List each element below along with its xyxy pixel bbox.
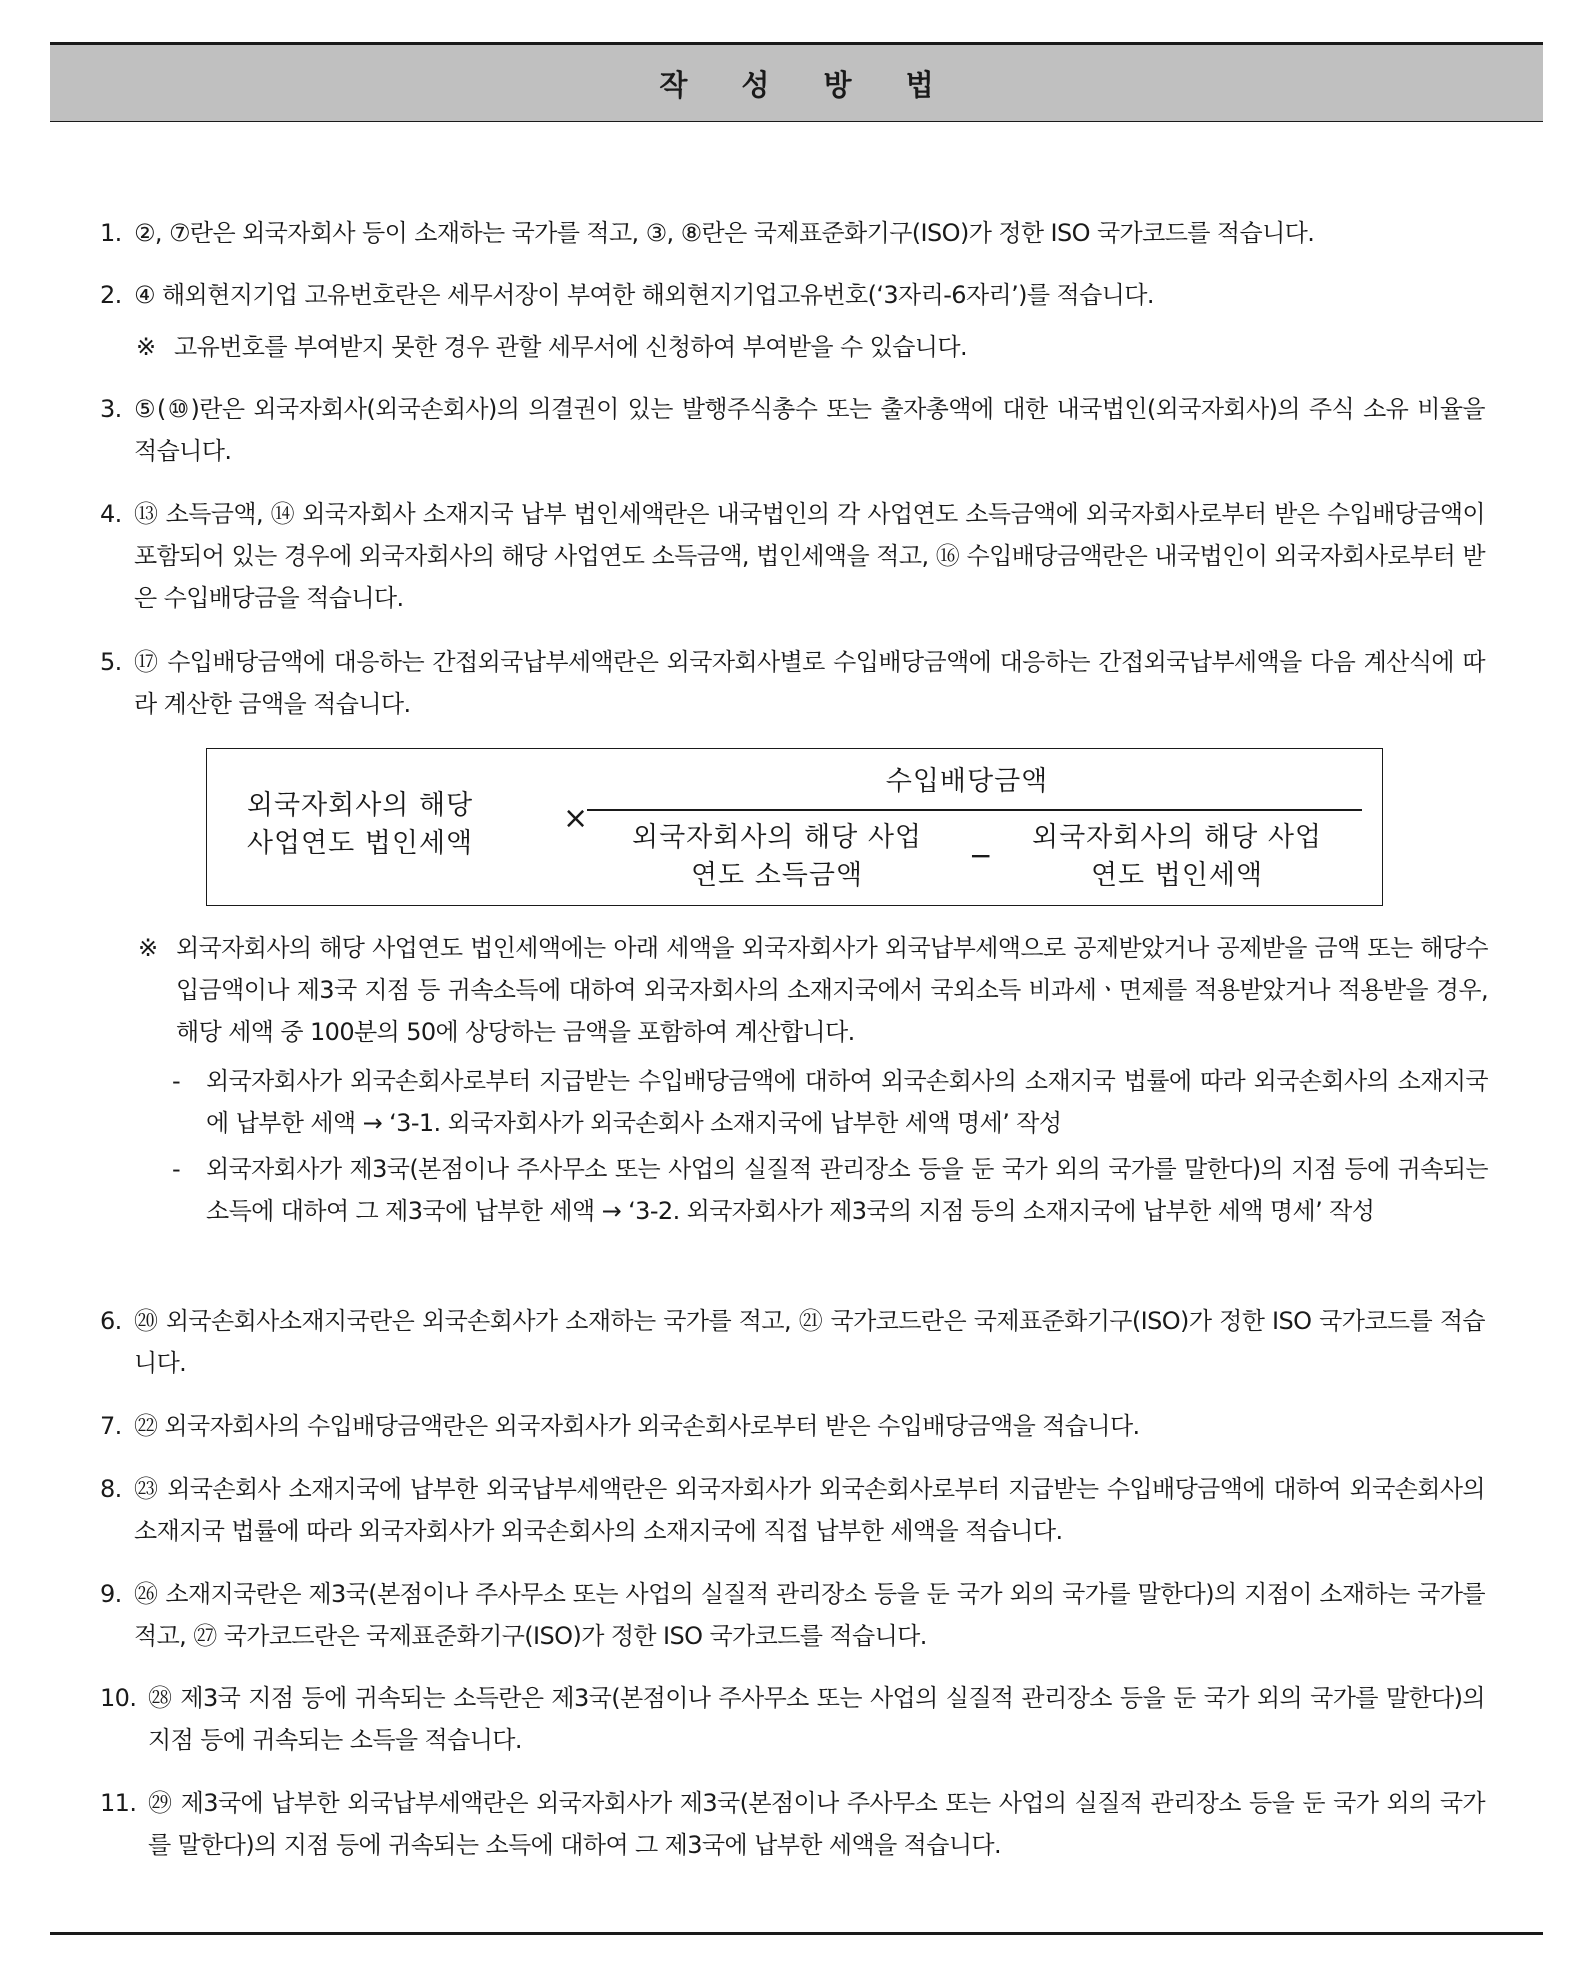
page-title: 작 성 방 법	[659, 67, 956, 102]
item-number: 7.	[100, 1412, 122, 1440]
item-text: ㉒ 외국자회사의 수입배당금액란은 외국자회사가 외국손회사로부터 받은 수입배당금액을 적습니다.	[134, 1412, 1140, 1440]
formula-minus-sign: −	[969, 839, 994, 872]
item-number: 6.	[100, 1307, 122, 1335]
dash-mark: -	[172, 1067, 181, 1095]
item-text: ㉘ 제3국 지점 등에 귀속되는 소득란은 제3국(본점이나 주사무소 또는 사업의 실질적 관리장소 등을 둔 국가 외의 국가를 말한다)의 지점 등에 귀속되는 소득을 적습니다.	[148, 1684, 1485, 1754]
formula-denominator-right: 외국자회사의 해당 사업연도 법인세액	[1032, 822, 1322, 891]
note-text: 외국자회사의 해당 사업연도 법인세액에는 아래 세액을 외국자회사가 외국납부세액으로 공제받았거나 공제받을 금액 또는 해당수입금액이나 제3국 지점 등 귀속소득에 대하여 외국자회사의 소재지국에서 국외소득 비과세ㆍ면제를 적용받았거나 적용받을 경우, 해당 세액 중 100분의 50에 상당하는 금액을 포함하여 계산합니다.	[176, 934, 1488, 1046]
item-number: 4.	[100, 500, 122, 528]
instruction-item-6	[100, 1300, 1485, 1384]
item-text: ⑳ 외국손회사소재지국란은 외국손회사가 소재하는 국가를 적고, ㉑ 국가코드란은 국제표준화기구(ISO)가 정한 ISO 국가코드를 적습니다.	[134, 1307, 1485, 1377]
item-number: 11.	[100, 1789, 137, 1817]
dash-text: 외국자회사가 제3국(본점이나 주사무소 또는 사업의 실질적 관리장소 등을 둔 국가 외의 국가를 말한다)의 지점 등에 귀속되는 소득에 대하여 그 제3국에 납부한 세액 → ‘3-2. 외국자회사가 제3국의 지점 등의 소재지국에 납부한 세액 명세’ 작성	[206, 1155, 1488, 1225]
formula-denominator-left: 외국자회사의 해당 사업연도 소득금액	[632, 822, 922, 891]
item-text: ②, ⑦란은 외국자회사 등이 소재하는 국가를 적고, ③, ⑧란은 국제표준화기구(ISO)가 정한 ISO 국가코드를 적습니다.	[134, 219, 1315, 247]
page-header	[50, 42, 1543, 122]
item-text: ⑰ 수입배당금액에 대응하는 간접외국납부세액란은 외국자회사별로 수입배당금액에 대응하는 간접외국납부세액을 다음 계산식에 따라 계산한 금액을 적습니다.	[134, 648, 1485, 718]
note-mark: ※	[136, 333, 156, 361]
bottom-divider	[50, 1932, 1543, 1935]
item-number: 1.	[100, 219, 122, 247]
formula-numerator: 수입배당금액	[885, 766, 1049, 797]
item-text: ⑬ 소득금액, ⑭ 외국자회사 소재지국 납부 법인세액란은 내국법인의 각 사업연도 소득금액에 외국자회사로부터 받은 수입배당금액이 포함되어 있는 경우에 외국자회사의 해당 사업연도 소득금액, 법인세액을 적고, ⑯ 수입배당금액란은 내국법인이 외국자회사로부터 받은 수입배당금을 적습니다.	[134, 500, 1485, 612]
fraction-bar	[587, 809, 1362, 811]
note-text: 고유번호를 부여받지 못한 경우 관할 세무서에 신청하여 부여받을 수 있습니다.	[174, 333, 967, 361]
item-text: ㉖ 소재지국란은 제3국(본점이나 주사무소 또는 사업의 실질적 관리장소 등을 둔 국가 외의 국가를 말한다)의 지점이 소재하는 국가를 적고, ㉗ 국가코드란은 국제표준화기구(ISO)가 정한 ISO 국가코드를 적습니다.	[134, 1580, 1485, 1650]
instruction-item-10	[100, 1677, 1485, 1761]
formula-note-dash-2	[172, 1148, 1488, 1232]
formula-note-dash-1	[172, 1060, 1488, 1144]
item-number: 3.	[100, 395, 122, 423]
instruction-item-1	[100, 212, 1485, 254]
item-number: 10.	[100, 1684, 137, 1712]
item-number: 5.	[100, 648, 122, 676]
instruction-item-8	[100, 1468, 1485, 1552]
instruction-item-7	[100, 1405, 1485, 1447]
dash-mark: -	[172, 1155, 181, 1183]
item-number: 8.	[100, 1475, 122, 1503]
item-number: 2.	[100, 281, 122, 309]
formula-note	[138, 927, 1488, 1053]
formula-times-sign: ×	[563, 801, 590, 836]
instruction-item-9	[100, 1573, 1485, 1657]
formula-box	[206, 748, 1383, 906]
item-text: ㉓ 외국손회사 소재지국에 납부한 외국납부세액란은 외국자회사가 외국손회사로부터 지급받는 수입배당금액에 대하여 외국손회사의 소재지국 법률에 따라 외국자회사가 외국손회사의 소재지국에 직접 납부한 세액을 적습니다.	[134, 1475, 1485, 1545]
dash-text: 외국자회사가 외국손회사로부터 지급받는 수입배당금액에 대하여 외국손회사의 소재지국 법률에 따라 외국손회사의 소재지국에 납부한 세액 → ‘3-1. 외국자회사가 외국손회사 소재지국에 납부한 세액 명세’ 작성	[206, 1067, 1488, 1137]
formula-left-term: 외국자회사의 해당 사업연도 법인세액	[246, 790, 474, 859]
item-text: ④ 해외현지기업 고유번호란은 세무서장이 부여한 해외현지기업고유번호(‘3자리-6자리’)를 적습니다.	[134, 281, 1154, 309]
item-text: ⑤(⑩)란은 외국자회사(외국손회사)의 의결권이 있는 발행주식총수 또는 출자총액에 대한 내국법인(외국자회사)의 주식 소유 비율을 적습니다.	[134, 395, 1485, 465]
instruction-item-11	[100, 1782, 1485, 1866]
instruction-item-2	[100, 274, 1485, 316]
instruction-item-4	[100, 493, 1485, 619]
item-text: ㉙ 제3국에 납부한 외국납부세액란은 외국자회사가 제3국(본점이나 주사무소 또는 사업의 실질적 관리장소 등을 둔 국가 외의 국가를 말한다)의 지점 등에 귀속되는 소득에 대하여 그 제3국에 납부한 세액을 적습니다.	[148, 1789, 1485, 1859]
note-mark: ※	[138, 934, 158, 962]
instruction-item-5	[100, 641, 1485, 725]
instruction-item-3	[100, 388, 1485, 472]
item-number: 9.	[100, 1580, 122, 1608]
item-2-note	[136, 326, 1486, 368]
